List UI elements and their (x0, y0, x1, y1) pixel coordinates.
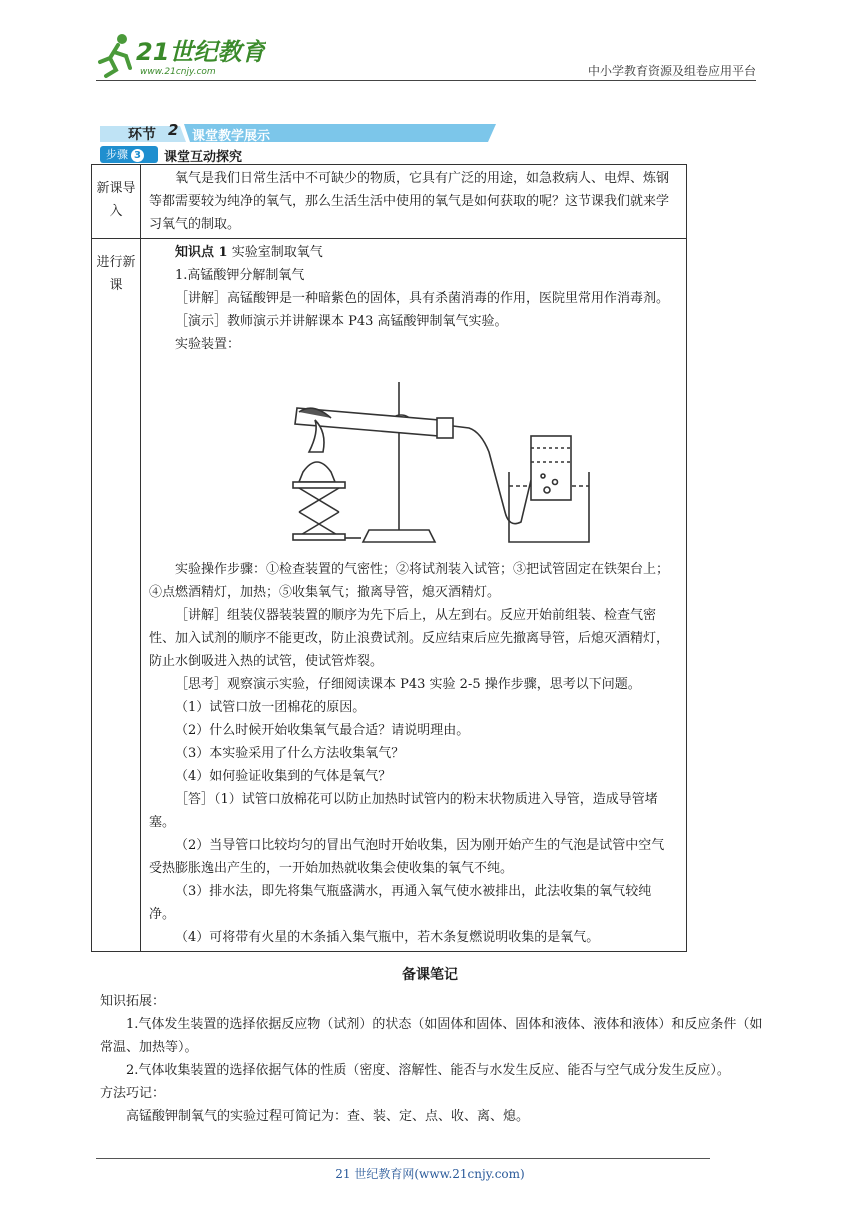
paragraph: 实验装置： (175, 337, 241, 352)
section-label: 环节 (128, 127, 156, 143)
question: （3）本实验采用了什么方法收集氧气？ (175, 746, 405, 761)
paragraph: ［讲解］组装仪器装装置的顺序为先下后上，从左到右。反应开始前组装、检查气密性、加入试剂的顺序不能更改，防止浪费试剂。反应结束后应先撤离导管，后熄灭酒精灯，防止水倒吸进入热的试管，使试管炸裂。 (149, 608, 670, 669)
platform-name: 中小学教育资源及组卷应用平台 (587, 64, 756, 78)
notes-paragraph: 高锰酸钾制氧气的实验过程可简记为：查、装、定、点、收、离、熄。 (126, 1109, 530, 1124)
notes-heading: 方法巧记： (100, 1086, 166, 1101)
answer: （2）当导管口比较均匀的冒出气泡时开始收集，因为刚开始产生的气泡是试管中空气受热膨胀逸出产生的，一开始加热就收集会使收集的氧气不纯。 (149, 838, 665, 876)
step-badge: 步骤 3 (100, 146, 158, 163)
step-title: 课堂互动探究 (164, 150, 243, 165)
section-banner (100, 121, 496, 144)
prep-notes (100, 990, 768, 1128)
footer-divider (96, 1158, 710, 1159)
row-content (141, 165, 687, 239)
table-row (92, 165, 687, 239)
row-content (141, 239, 687, 952)
svg-text:21世纪教育: 21世纪教育 (136, 38, 266, 66)
section-number: 2 (168, 121, 179, 139)
notes-title: 备课笔记 (402, 967, 458, 983)
apparatus-diagram (269, 362, 599, 552)
row-label: 进行新课 (92, 239, 141, 952)
question: （4）如何验证收集到的气体是氧气？ (175, 769, 392, 784)
subheading: 1.高锰酸钾分解制氧气 (175, 268, 305, 283)
section-title: 课堂教学展示 (192, 129, 271, 144)
site-logo (96, 30, 266, 80)
svg-text:www.21cnjy.com: www.21cnjy.com (140, 67, 216, 77)
intro-paragraph: 氧气是我们日常生活中不可缺少的物质，它具有广泛的用途，如急救病人、电焊、炼钢等都需要较为纯净的氧气，那么生活生活中使用的氧气是如何获取的呢？这节课我们就来学习氧气的制取。 (149, 171, 670, 232)
notes-heading: 知识拓展： (100, 994, 166, 1009)
table-row (92, 239, 687, 952)
question: （2）什么时候开始收集氧气最合适？请说明理由。 (175, 723, 470, 738)
paragraph: ［演示］教师演示并讲解课本 P43 高锰酸钾制氧气实验。 (175, 314, 508, 329)
answer: （4）可将带有火星的木条插入集气瓶中，若木条复燃说明收集的是氧气。 (175, 930, 600, 945)
row-label: 新课导入 (92, 165, 141, 239)
notes-paragraph: 1.气体发生装置的选择依据反应物（试剂）的状态（如固体和固体、固体和液体、液体和液体）和反应条件（如常温、加热等）。 (100, 1017, 763, 1055)
question: （1）试管口放一团棉花的原因。 (175, 700, 366, 715)
notes-paragraph: 2.气体收集装置的选择依据气体的性质（密度、溶解性、能否与水发生反应、能否与空气成分发生反应）。 (126, 1063, 730, 1078)
footer-link[interactable]: 21 世纪教育网(www.21cnjy.com) (335, 1167, 525, 1181)
paragraph: ［思考］观察演示实验，仔细阅读课本 P43 实验 2-5 操作步骤，思考以下问题。 (175, 677, 641, 692)
lesson-table (91, 164, 687, 952)
header-divider (96, 80, 756, 81)
paragraph: ［讲解］高锰酸钾是一种暗紫色的固体，具有杀菌消毒的作用，医院里常用作消毒剂。 (175, 291, 670, 306)
answer: （3）排水法，即先将集气瓶盛满水，再通入氧气使水被排出，此法收集的氧气较纯净。 (149, 884, 652, 922)
knowledge-point-title: 知识点 1 实验室制取氧气 (175, 245, 323, 260)
answer: ［答］（1）试管口放棉花可以防止加热时试管内的粉末状物质进入导管，造成导管堵塞。 (149, 792, 658, 830)
runner-icon (100, 34, 130, 76)
paragraph: 实验操作步骤：①检查装置的气密性；②将试剂装入试管；③把试管固定在铁架台上；④点燃酒精灯，加热；⑤收集氧气；撤离导管，熄灭酒精灯。 (149, 562, 670, 600)
